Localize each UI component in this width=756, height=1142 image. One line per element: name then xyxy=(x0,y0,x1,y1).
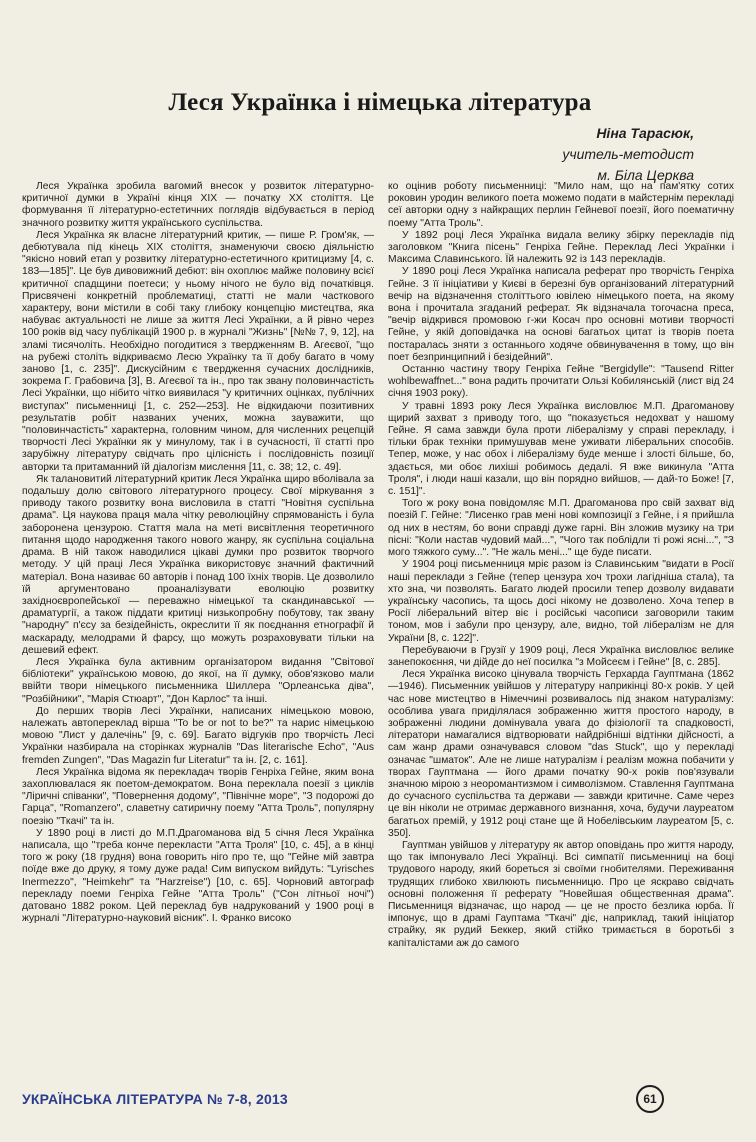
paragraph: У 1890 році Леся Українка написала реферат про творчість Генріха Гейне. З її ініціативи у Києві в березні був організований літературний вечір на відзначення століттього ювілею німецького поета, на якому вона і прочитала згаданий реферат. Як відзначала тогочасна преса, "вечір відкрився промовою г-жи Косач про основні мотиви творчості Гейне, у якій доповідачка на основі багатьох цитат із творів поета постаралась зняти з останнього ходяче обвинувачення в тому, що він поет безпринципний і безідейний". xyxy=(388,266,734,363)
paragraph: Останню частину твору Генріха Гейне "Bergidylle": "Tausend Ritter wohlbewaffnet..." вона радить прочитати Ользі Кобилянській (лист від 24 січня 1903 року). xyxy=(388,364,734,400)
paragraph: Перебуваючи в Грузії у 1909 році, Леся Українка висловлює велике занепокоєння, чи дійде до неї посилка "з Мойсеєм і Гейне" [8, с. 285]. xyxy=(388,644,734,668)
author-place: м. Біла Церква xyxy=(597,167,694,183)
paragraph: Як талановитий літературний критик Леся Українка щиро вболівала за подальшу долю світового літературного процесу. Свої міркування з приводу такого розвитку вона висловила в статті "Новітня суспільна драма". Ця наукова праця мала чітку революційну спрямованість і була заборонена цензурою. Стаття мала на меті висвітлення теоретичного питання щодо народження такого нового жанру, як суспільна соціальна драма. В ній також наводилися цікаві думки про розвиток творчого методу. У цій праці Леся Українка використовує значний фактичний матеріал. Вона називає 60 авторів і понад 100 їхніх творів. Це дозволило їй аргументовано проаналізувати еволюцію розвитку західноєвропейської — переважно німецької та скандинавської — драматургії, а також піддати критиці низькопробну побутову, так звану "народну" п'єсу за безідейність, окреслити її як поєднання етнографії й маскараду, мелодрами й фарсу, що можуть розраховувати тільки на дешевий ефект. xyxy=(22,473,374,656)
author-block xyxy=(562,123,694,186)
paragraph: До перших творів Лесі Українки, написаних німецькою мовою, належать автопереклад вірша "To be or not to be?" та нарис німецькою мовою "Лист у далечінь" [9, с. 69]. Багато відгуків про творчість Лесі Українки назбирала на сторінках журналів "Das literarische Echo", "Aus fremden Zungen", "Das Magazin fur Literatur" та ін. [2, с. 161]. xyxy=(22,705,374,766)
text-column-left xyxy=(22,181,374,1077)
paragraph: Леся Українка високо цінувала творчість Герхарда Гауптмана (1862—1946). Письменник увійшов у літературу наприкінці 80-х років. У цей час нове мистецтво в Німеччині розвивалось під знаком натуралізму: особлива увага приділялася зображенню життя простого народу, в зображенні людини домінувала увага до фізіології та спадковості, літератори намагалися відтворювати найдрібніші відтінки дійсності, а сам жанр драми означувався словом "das Stuck", що у перекладі означає "шматок". Але не лише натуралізм і реалізм можна побачити у творах Гауптмана — його драми початку 90-х років пов'язували значною мірою з неоромантизмом і символізмом. Ставлення Гауптмана до сучасного суспільства та держави — завжди критичне. Саме через це він ніколи не отримає державного визнання, хоча, будучи лауреатом багатьох премій, у 1912 році стане ще й Нобелівським лауреатом [5, с. 350]. xyxy=(388,669,734,839)
paragraph: Леся Українка була активним організатором видання "Світової бібліотеки" українською мовою, до якої, на її думку, обов'язково мали ввійти твори німецького письменника Шиллера "Орлеанська діва", "Розбійники", "Марія Стюарт", "Дон Карлос" та інші. xyxy=(22,656,374,705)
paragraph: Гауптман увійшов у літературу як автор оповідань про життя народу, що так імпонувало Лесі Українці. Всі симпатії письменниці на боці трудового народу, який бореться зі своїми гнобителями. Переживання трудящих глибоко хвилюють письменницю. Про це яскраво свідчать основні положення її реферату "Новейшая общественная драма". Письменниця відзначає, що народ — це не просто безлика юрба. Її імпонує, що в драмі Гауптама "Ткачі" діє, наприклад, такий ініціатор страйку, як рудий Беккер, який стійко тримається в боротьбі з капіталістами аж до самого xyxy=(388,839,734,949)
page-number-badge: 61 xyxy=(636,1085,664,1113)
author-role: учитель-методист xyxy=(562,146,694,162)
paragraph: У травні 1893 року Леся Українка висловлює М.П. Драгоманову щирий захват з приводу того, що "показується недохват у нашому Гейне. Я сама завжди була проти лібералізму у справі перекладу, і тільки брак техніки примушував мене уживати ліберальних способів. Тепер, може, у нас обох і лібералізму буде менше і злості більше, бо, здається, ми обоє лихіші робимось дедалі. Я вже викинула "Атта Троля", і люди наші казали, що він порядно вийшов, — дай-то Боже! [7, с. 151]". xyxy=(388,400,734,498)
paragraph: У 1904 році письменниця мріє разом із Славинським "видати в Росії наші переклади з Гейне (тепер цензура хоч трохи лагідніша стала), та хто зна, чи позволять. Багато людей просили тепер дозволу видавати українську часопись, та щось досі нікому не дозволено. Хоча тепер в Росії ліберальний вітер віє і російські часописи заговорили таким тоном, мов і забули про цензуру, але, видно, той лібералізм не для України [8, с. 122]". xyxy=(388,559,734,644)
text-column-right xyxy=(388,181,734,1077)
paragraph: Того ж року вона повідомляє М.П. Драгоманова про свій захват від поезій Г. Гейне: "Лисенко грав мені нові композиції з Гейне, і я прийшла од них в нестям, бо вони справді дуже гарні. Він зложив музику на три пісні: "Коли настав чудовий май...", "Чого так поблідли ті рожі ясні...", "З мого тяжкого суму...". "Не жаль мені..." ще буде писати. xyxy=(388,498,734,559)
paragraph: У 1890 році в листі до М.П.Драгоманова від 5 січня Леся Українка написала, що "треба конче перекласти "Атта Троля" [10, с. 45], а в кінці того ж року (18 грудня) вона говорить ніго про те, що "Гейне мій завтра поїде вже до друку, я тому дуже рада! Сим випуском вийдуть: "Lyrisches Inermezzo", "Heimkehr" та "Harzreise") [10, с. 65]. Чорновий автограф перекладу поеми Генріха Гейне "Атта Троль" ("Сон літньої ночі") датовано 1882 роком. Цей переклад був надрукований у 1900 році в журналі "Літературно-науковий вісник". І. Франко високо xyxy=(22,827,374,925)
paragraph: Леся Українка як власне літературний критик, — пише Р. Гром'як, — дебютувала під кінець XIX століття, знаменуючи своєю діяльністю "якісно новий етап у розвитку літературно-естетичного критицизму [4, с. 183—185]". Це був дивовижний дебют: він охоплює майже половину всієї критичної спадщини поетеси; у ньому нічого не було від початківця. Присвячені конкретній проблематиці, статті не мали часткового характеру, вони містили в собі таку глибоку концепцію мистецтва, яка набуває актуальності не лише за життя Лесі Українки, а й рівно через 100 років від часу публікацій 1900 р. в журналі "Жизнь" [№№ 7, 9, 12], на зламі тисячоліть. Необхідно погодитися з твердженням В. Агеєвої, "що на рубежі століть відкриваємо Лесю Українку та її добу багато в чому заново [1, с. 235]". Дискусійним є твердження сучасних дослідників, зокрема Г. Грабовича [3], В. Агеєвої та ін., про так звану половинчастість Лесі Українки, що нібито чітко виявилася "у критичних оцінках, публічних виступах" письменниці [1, с. 252—253]. Не відкидаючи позитивних результатів робіт названих учених, можна зауважити, що "половинчастість" характерна, головним чином, для численних рецепцій творчості Лесі Українки як у минулому, так і в сучасності, її статті про зарубіжну літературу свідчать про цілісність і послідовність позиції авторки та притаманний їй діалогізм мислення [11, с. 38; 12, с. 49]. xyxy=(22,229,374,473)
author-name: Ніна Тарасюк, xyxy=(596,125,694,141)
paragraph-continued: ко оцінив роботу письменниці: "Мило нам, що на пам'ятку сотих роковин уродин великого поета можемо подати в майстернім перекладі сеї авторки одну з найкращих перлин Гейневої поезії, його поематичну поему "Атта Троль". xyxy=(388,181,734,229)
paragraph: Леся Українка відома як перекладач творів Генріха Гейне, яким вона захоплювалася як поетом-демократом. Вона переклала поезії з циклів "Ліричні співанки", "Повернення додому", "Північне море", "З подорожі до Гарца", "Romanzero", славетну сатиричну поему "Атта Троль", популярну поезію "Ткачі" та ін. xyxy=(22,766,374,827)
paragraph: Леся Українка зробила вагомий внесок у розвиток літературно-критичної думки в Україні кінця XIX — початку XX століття. Це формування її літературно-естетичних поглядів відбувається в період значного розвитку життя українського суспільства. xyxy=(22,181,374,229)
paragraph: У 1892 році Леся Українка видала велику збірку перекладів під заголовком "Книга пісень" Генріха Гейне. Переклад Лесі Українки і Максима Славинського. Їй належить 92 із 143 перекладів. xyxy=(388,229,734,266)
article-title: Леся Українка і німецька література xyxy=(168,88,592,116)
journal-footer-title: УКРАЇНСЬКА ЛІТЕРАТУРА № 7-8, 2013 xyxy=(22,1091,288,1107)
